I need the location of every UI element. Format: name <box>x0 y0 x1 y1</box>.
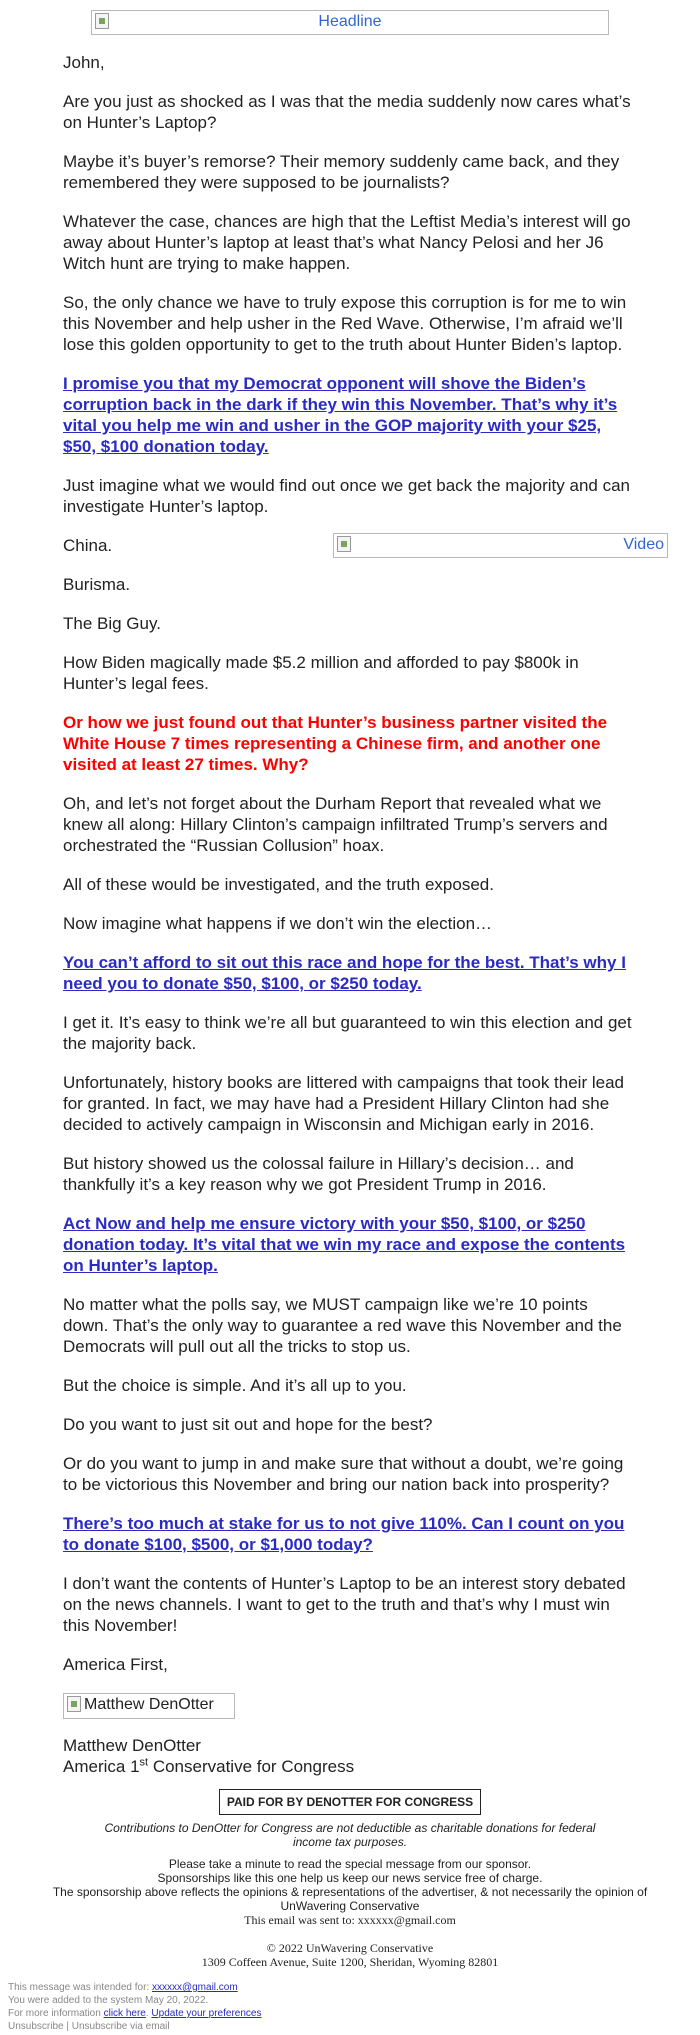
footer-info <box>8 2007 261 2020</box>
footer-intended <box>8 1981 261 1994</box>
signature-title <box>63 1756 637 1777</box>
footer-unsubscribe <box>8 2020 261 2033</box>
footer-email-link[interactable]: xxxxxx@gmail.com <box>151 1982 238 1993</box>
signature-image <box>63 1693 235 1719</box>
headline-image[interactable] <box>91 10 609 35</box>
signature-title-prefix: America 1 <box>63 1757 140 1776</box>
paragraph: Do you want to just sit out and hope for the best? <box>63 1415 433 1434</box>
update-preferences-link[interactable]: Update your preferences <box>151 2008 262 2019</box>
video-image[interactable] <box>333 533 668 558</box>
signature-name: Matthew DenOtter <box>63 1736 201 1755</box>
email-body <box>50 52 664 1777</box>
footer <box>8 1981 261 2033</box>
paragraph: China. <box>63 536 113 555</box>
paragraph: So, the only chance we have to truly expose this corruption is for me to win this November and help usher in the Red Wave. Otherwise, I’m afraid we’ll lose this golden opportunity to get to the truth about Hunter Biden’s laptop. <box>63 293 627 354</box>
broken-image-icon <box>67 1696 81 1712</box>
paragraph: Oh, and let’s not forget about the Durham Report that revealed what we knew all along: Hillary Clinton’s campaign infiltrated Trump’s servers and orchestrated the “Russian Collusion” hoax. <box>63 794 608 855</box>
video-alt-text: Video <box>623 536 664 553</box>
paragraph: I don’t want the contents of Hunter’s Laptop to be an interest story debated on the news channels. I want to get to the truth and that’s why I must win this November! <box>63 1574 626 1635</box>
footer-info-label: For more information <box>8 2008 104 2019</box>
sponsor-line: Sponsorships like this one help us keep our news service free of charge. <box>157 1871 543 1885</box>
paragraph: Unfortunately, history books are littered with campaigns that took their lead for granted. In fact, we may have had a President Hillary Clinton had she decided to actively campaign in Wisconsin and Michigan early in 2016. <box>63 1073 624 1134</box>
footer-intended-label: This message was intended for: <box>8 1982 152 1993</box>
unsubscribe-email-link[interactable]: Unsubscribe via email <box>71 2021 170 2032</box>
signature-title-sup: st <box>139 1756 149 1769</box>
headline-alt-text: Headline <box>318 13 382 30</box>
china-row <box>63 535 664 556</box>
tax-disclaimer: Contributions to DenOtter for Congress are not deductible as charitable donations for federal income tax purposes. <box>104 1821 596 1849</box>
closing: America First, <box>63 1655 168 1674</box>
broken-image-icon <box>337 536 351 552</box>
paragraph: Burisma. <box>63 575 131 594</box>
paragraph: Whatever the case, chances are high that the Leftist Media’s interest will go away about Hunter’s laptop at least that’s what Nancy Pelosi and her J6 Witch hunt are trying to make happen. <box>63 212 631 273</box>
copyright: © 2022 UnWavering Conservative <box>266 1941 434 1955</box>
paragraph: I get it. It’s easy to think we’re all but guaranteed to win this election and get the majority back. <box>63 1013 632 1053</box>
paragraph: No matter what the polls say, we MUST campaign like we’re 10 points down. That’s the only way to guarantee a red wave this November and the Democrats will pull out all the tricks to stop us. <box>63 1295 622 1356</box>
paragraph: Just imagine what we would find out once we get back the majority and can investigate Hunter’s laptop. <box>63 476 630 516</box>
unsubscribe-link[interactable]: Unsubscribe <box>8 2021 64 2032</box>
click-here-link[interactable]: click here <box>103 2008 146 2019</box>
highlight-paragraph: Or how we just found out that Hunter’s business partner visited the White House 7 times representing a Chinese firm, and another one visited at least 27 times. Why? <box>63 713 608 774</box>
donate-link[interactable]: You can’t afford to sit out this race and hope for the best. That’s why I need you to donate $50, $100, or $250 today. <box>63 953 626 993</box>
address: 1309 Coffeen Avenue, Suite 1200, Sheridan, Wyoming 82801 <box>201 1955 499 1969</box>
paragraph: Maybe it’s buyer’s remorse? Their memory suddenly came back, and they remembered they were supposed to be journalists? <box>63 152 620 192</box>
paid-for-box <box>50 1789 650 1815</box>
paragraph: The Big Guy. <box>63 614 161 633</box>
email-container <box>50 10 664 1969</box>
donate-link[interactable]: I promise you that my Democrat opponent will shove the Biden’s corruption back in the dark if they win this November. That’s why it’s vital you help me win and usher in the GOP majority with your $25, $50, $100 donation today. <box>63 374 618 456</box>
paragraph: But the choice is simple. And it’s all up to you. <box>63 1376 407 1395</box>
paragraph: But history showed us the colossal failure in Hillary’s decision… and thankfully it’s a key reason why we got President Trump in 2016. <box>63 1154 574 1194</box>
sponsor-line: The sponsorship above reflects the opinions & representations of the advertiser, & not necessarily the opinion of UnWavering Conservative <box>52 1885 648 1913</box>
footer-separator: . <box>145 2008 152 2019</box>
paragraph: Now imagine what happens if we don’t win the election… <box>63 914 493 933</box>
paragraph: How Biden magically made $5.2 million and afforded to pay $800k in Hunter’s legal fees. <box>63 653 579 693</box>
footer-pipe: | <box>63 2021 72 2032</box>
paragraph: All of these would be investigated, and the truth exposed. <box>63 875 494 894</box>
paragraph: Or do you want to jump in and make sure that without a doubt, we’re going to be victorious this November and bring our nation back into prosperity? <box>63 1454 624 1494</box>
greeting: John, <box>63 53 105 72</box>
sent-to: This email was sent to: xxxxxx@gmail.com <box>244 1913 456 1927</box>
paid-for-label: PAID FOR BY DENOTTER FOR CONGRESS <box>219 1789 481 1815</box>
donate-link[interactable]: There’s too much at stake for us to not give 110%. Can I count on you to donate $100, $500, or $1,000 today? <box>63 1514 625 1554</box>
paragraph: Are you just as shocked as I was that the media suddenly now cares what’s on Hunter’s Laptop? <box>63 92 631 132</box>
donate-link[interactable]: Act Now and help me ensure victory with your $50, $100, or $250 donation today. It’s vital that we win my race and expose the contents on Hunter’s laptop. <box>63 1214 626 1275</box>
sponsor-line: Please take a minute to read the special message from our sponsor. <box>168 1857 532 1871</box>
signature-alt-text: Matthew DenOtter <box>84 1696 214 1713</box>
signature-title-suffix: Conservative for Congress <box>148 1757 355 1776</box>
footer-added: You were added to the system May 20, 2022. <box>8 1995 209 2006</box>
